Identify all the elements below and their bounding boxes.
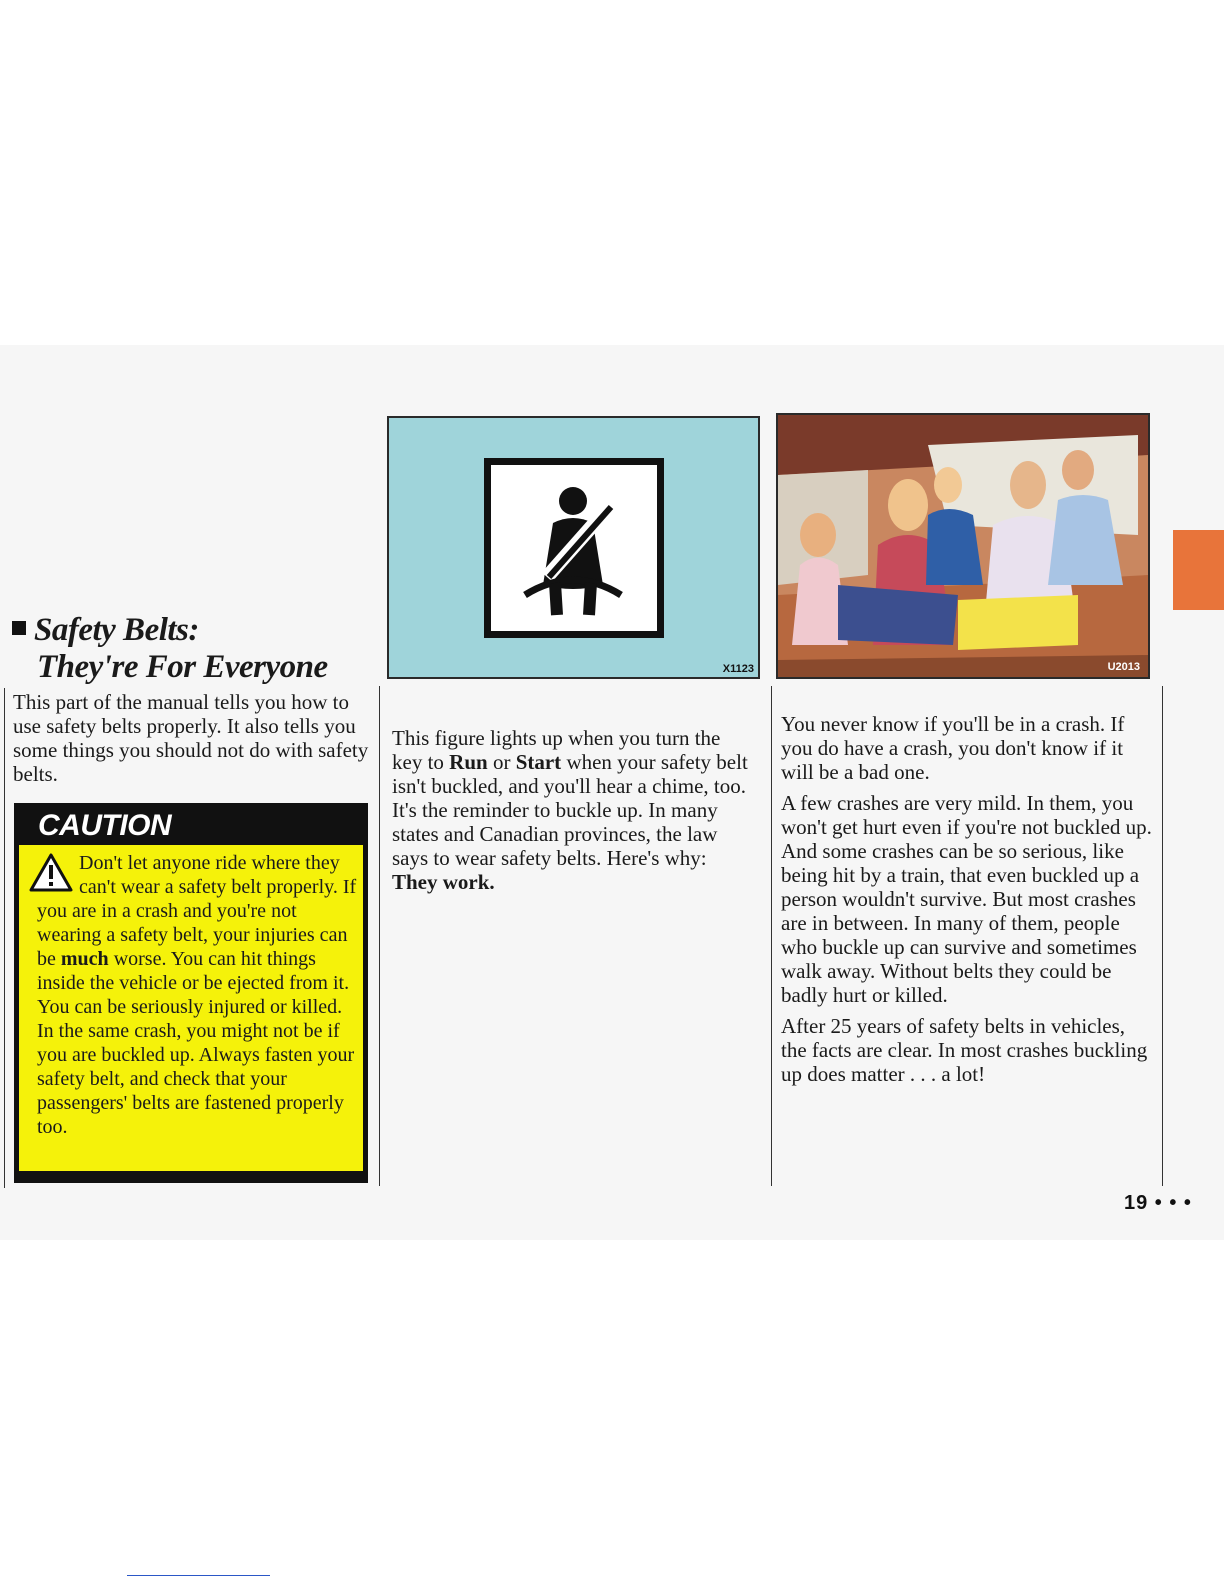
passengers-illustration: [776, 413, 1150, 679]
start-label: Start: [515, 750, 562, 774]
intro-text: This part of the manual tells you how to use safety belts properly. It also tells you some things you should not do with safety belts.: [13, 690, 369, 786]
link-underline: [127, 1575, 270, 1576]
middle-column-text: [392, 726, 754, 901]
caution-body: [19, 845, 363, 1171]
caution-text-a: Don't let anyone ride where they can't wear a safety belt properly. If you are in a crash and you're not wearing a safety belt, your injuries can be: [37, 852, 357, 970]
middle-paragraph: [392, 726, 754, 894]
column-rule-left: [4, 688, 5, 1188]
caution-title: CAUTION: [38, 809, 172, 842]
column-rule-2: [771, 686, 772, 1186]
heading-line-1: Safety Belts:: [34, 612, 199, 648]
caution-text-b: worse. You can hit things inside the vehicle or be ejected from it. You can be seriously injured or killed. In the same crash, you might not be if you are buckled up. Always fasten your safety belt, and check that your passengers' belts are fastened properly too.: [37, 948, 355, 1138]
middle-text-3: when your safety belt isn't buckled, and you'll hear a chime, too. It's the reminder to buckle up. In many states and Canadian provinces, the law says to wear safety belts. Here's why:: [392, 750, 748, 870]
intro-paragraph: [13, 690, 371, 793]
right-paragraph-1: You never know if you'll be in a crash. If you do have a crash, you don't know if it will be a bad one.: [781, 712, 1125, 784]
warning-triangle-icon: [29, 853, 73, 893]
middle-text-1: This figure lights up when you turn the key to: [392, 726, 721, 774]
right-paragraph-2: A few crashes are very mild. In them, you won't get hurt even if you're not buckled up. And some crashes can be so serious, like being hit by a train, that even buckled up a person wouldn't survive. But most crashes are in between. In many of them, people who buckle up can survive and sometimes walk away. Without belts they could be badly hurt or killed.: [781, 791, 1152, 1007]
figure-code-x1123: X1123: [722, 663, 754, 675]
seatbelt-symbol: [484, 458, 664, 638]
heading-line-2: They're For Everyone: [37, 649, 328, 685]
seatbelt-person-icon: [491, 465, 657, 631]
middle-text-2: or: [487, 750, 516, 774]
caution-text: [37, 851, 357, 1139]
bullet-square-icon: [12, 621, 26, 635]
caution-box: [14, 803, 368, 1183]
page-number: 19 • • •: [1124, 1192, 1192, 1214]
section-heading: [12, 612, 372, 686]
section-tab-marker: [1173, 530, 1224, 610]
column-rule-3: [1162, 686, 1163, 1186]
run-label: Run: [449, 750, 488, 774]
caution-emphasis: much: [60, 948, 109, 970]
right-column-text: [781, 712, 1153, 1093]
right-paragraph-3: After 25 years of safety belts in vehicles, the facts are clear. In most crashes buckling up does matter . . . a lot!: [781, 1014, 1148, 1086]
column-rule-1: [379, 686, 380, 1186]
seatbelt-reminder-figure: [387, 416, 760, 679]
passengers-illustration-art: [778, 415, 1148, 677]
figure-code-u2013: U2013: [1107, 661, 1140, 673]
they-work-emphasis: They work.: [392, 870, 495, 894]
